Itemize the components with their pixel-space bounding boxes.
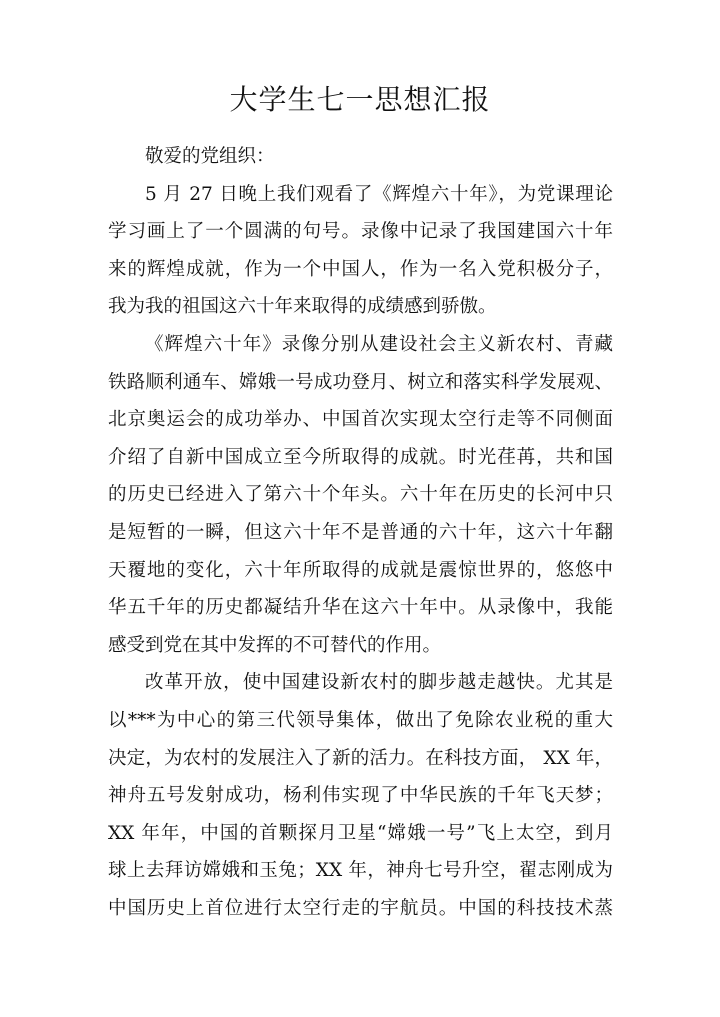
text-line: XX 年年，中国的首颗探月卫星“嫦娥一号”飞上太空，到月 [108,822,613,844]
paragraph-1 [108,176,613,326]
text-line: 《辉煌六十年》录像分别从建设社会主义新农村、青藏 [145,333,613,355]
text-line: 是短暂的一瞬，但这六十年不是普通的六十年，这六十年翻 [108,521,613,543]
text-line: 华五千年的历史都凝结升华在这六十年中。从录像中，我能 [108,597,613,619]
text-line: 介绍了自新中国成立至今所取得的成就。时光荏苒，共和国 [108,446,613,468]
document-title: 大学生七一思想汇报 [229,83,491,116]
text-line: 北京奥运会的成功举办、中国首次实现太空行走等不同侧面 [108,409,613,431]
paragraph-3 [108,664,613,927]
text-line: 神舟五号发射成功，杨利伟实现了中华民族的千年飞天梦； [108,785,613,807]
text-line: 学习画上了一个圆满的句号。录像中记录了我国建国六十年 [108,221,613,243]
paragraph-2 [108,326,613,664]
text-line: 中国历史上首位进行太空行走的宇航员。中国的科技技术蒸 [108,897,613,919]
text-line: 改革开放，使中国建设新农村的脚步越走越快。尤其是 [145,672,613,694]
text-line: 球上去拜访嫦娥和玉兔；XX 年，神舟七号升空，翟志刚成为 [108,860,613,882]
salutation: 敬爱的党组织： [145,146,275,167]
text-line: 以***为中心的第三代领导集体，做出了免除农业税的重大 [108,709,613,731]
text-line: 感受到党在其中发挥的不可替代的作用。 [108,634,442,656]
text-line: 铁路顺利通车、嫦娥一号成功登月、树立和落实科学发展观、 [108,371,613,393]
text-line: 来的辉煌成就，作为一个中国人，作为一名入党积极分子， [108,258,613,280]
text-line: 天覆地的变化，六十年所取得的成就是震惊世界的，悠悠中 [108,559,613,581]
text-line: 5 月 27 日晚上我们观看了《辉煌六十年》，为党课理论 [145,183,613,205]
document-body [108,138,613,927]
text-line: 决定，为农村的发展注入了新的活力。在科技方面， XX 年， [108,747,613,769]
text-line: 我为我的祖国这六十年来取得的成绩感到骄傲。 [108,296,497,318]
text-line: 的历史已经进入了第六十个年头。六十年在历史的长河中只 [108,484,613,506]
